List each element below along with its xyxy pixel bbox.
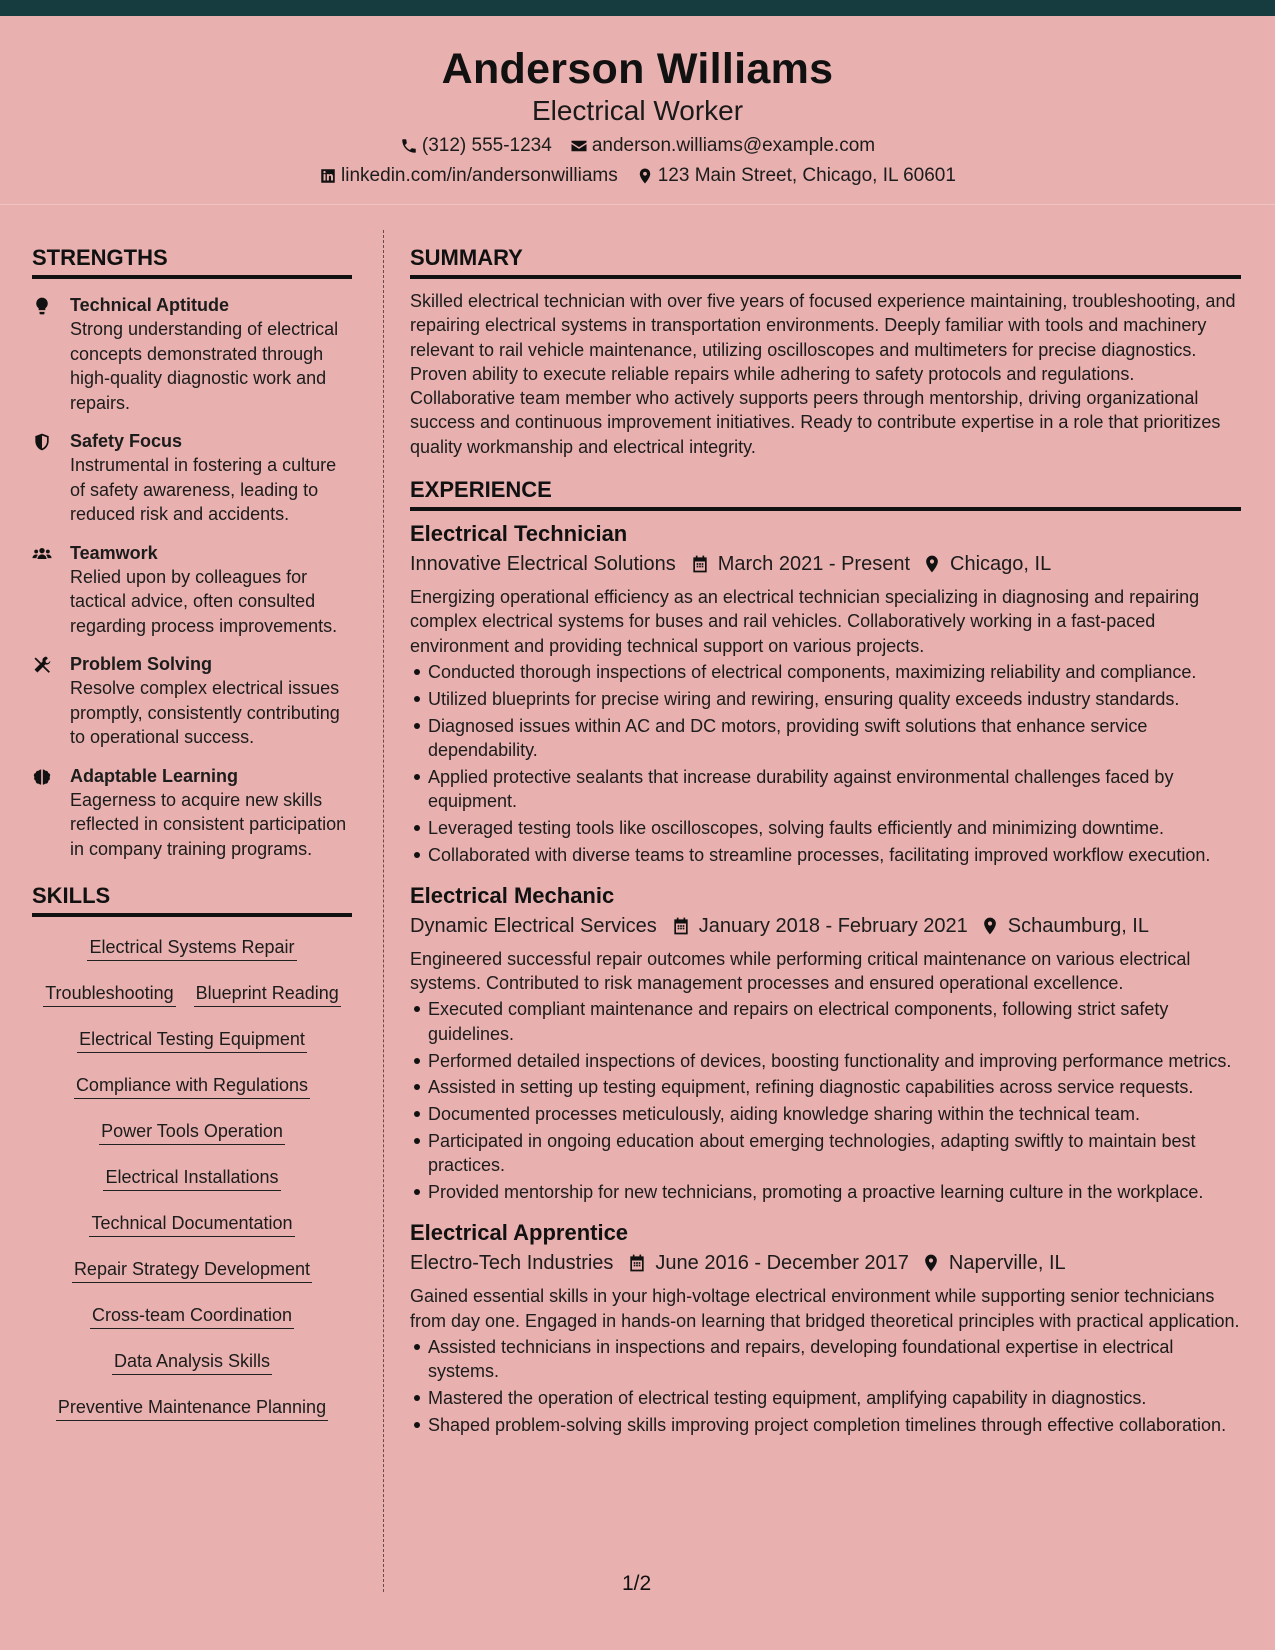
job-role: Electrical Apprentice: [410, 1220, 629, 1246]
job-entry: [410, 881, 1241, 1204]
tools-icon: [32, 655, 52, 675]
strength-desc: Resolve complex electrical issues promptly, consistently contributing to operational success.: [70, 678, 340, 747]
bullet-item: Performed detailed inspections of devices, boosting functionality and improving performance metrics.: [410, 1049, 1241, 1073]
candidate-name: Anderson Williams: [441, 45, 834, 93]
calendar-icon: [627, 1253, 647, 1273]
job-bullets: [410, 997, 1241, 1204]
bullet-item: Shaped problem-solving skills improving project completion timelines through effective collaboration.: [410, 1413, 1241, 1437]
brain-icon: [32, 767, 52, 787]
skill-tag: Data Analysis Skills: [112, 1349, 272, 1375]
linkedin-contact[interactable]: [319, 164, 618, 188]
bullet-item: Diagnosed issues within AC and DC motors, providing swift solutions that enhance service dependability.: [410, 714, 1241, 763]
job-dates: March 2021 - Present: [717, 553, 911, 576]
strength-item: [32, 541, 352, 639]
job-description: Engineered successful repair outcomes while performing critical maintenance on various electrical systems. Contributed to risk management processes and ensured operational excellence.: [410, 948, 1191, 994]
job-description: Gained essential skills in your high-voltage electrical environment while supporting senior technicians from day one. Engaged in hands-on learning that bridged theoretical principles with practical application.: [410, 1286, 1240, 1331]
skill-tag: Electrical Installations: [103, 1165, 280, 1191]
bullet-item: Executed compliant maintenance and repairs on electrical components, following strict safety guidelines.: [410, 997, 1241, 1046]
job-meta: [410, 912, 1241, 940]
strengths-heading: STRENGTHS: [32, 245, 352, 279]
bullet-item: Collaborated with diverse teams to streamline processes, facilitating improved workflow execution.: [410, 843, 1241, 867]
strength-item: [32, 764, 352, 862]
job-location: Chicago, IL: [950, 553, 1052, 576]
bullet-item: Leveraged testing tools like oscilloscopes, solving faults efficiently and minimizing downtime.: [410, 816, 1241, 840]
skill-tag: Electrical Systems Repair: [87, 935, 296, 961]
email-text[interactable]: anderson.williams@example.com: [591, 135, 876, 156]
column-divider: [383, 230, 384, 1592]
job-entry: [410, 1218, 1241, 1437]
experience-section: [410, 477, 1241, 1437]
strength-desc: Eagerness to acquire new skills reflected in consistent participation in company training programs.: [70, 789, 347, 859]
bullet-item: Conducted thorough inspections of electrical components, maximizing reliability and compliance.: [410, 660, 1241, 684]
email-contact[interactable]: [570, 134, 875, 158]
location-pin-icon: [980, 916, 1000, 936]
location-pin-icon: [636, 167, 654, 185]
bullet-item: Assisted in setting up testing equipment, refining diagnostic capabilities across service requests.: [410, 1075, 1241, 1099]
calendar-icon: [690, 554, 710, 574]
right-column: [410, 245, 1241, 1440]
phone-text: (312) 555-1234: [421, 135, 552, 156]
resume-header: [0, 16, 1275, 205]
skill-tag: Repair Strategy Development: [72, 1257, 312, 1283]
left-column: [32, 245, 352, 1437]
candidate-title: Electrical Worker: [531, 95, 744, 126]
skill-tag: Electrical Testing Equipment: [77, 1027, 307, 1053]
bullet-item: Utilized blueprints for precise wiring and rewiring, ensuring quality exceeds industry standards.: [410, 687, 1241, 711]
job-company: Electro-Tech Industries: [410, 1252, 614, 1275]
strength-desc: Strong understanding of electrical concepts demonstrated through high-quality diagnostic work and repairs.: [70, 319, 339, 413]
skill-tag: Compliance with Regulations: [74, 1073, 310, 1099]
page-number: 1/2: [622, 1572, 652, 1595]
location-pin-icon: [922, 554, 942, 574]
job-company: Dynamic Electrical Services: [410, 914, 657, 937]
skills-list: [32, 931, 352, 1437]
strength-item: [32, 652, 352, 750]
job-bullets: [410, 1335, 1241, 1437]
skill-tag: Cross-team Coordination: [90, 1303, 294, 1329]
strength-title: Adaptable Learning: [70, 765, 239, 786]
strength-title: Technical Aptitude: [70, 295, 230, 315]
strength-desc: Instrumental in fostering a culture of safety awareness, leading to reduced risk and accidents.: [70, 455, 337, 524]
bullet-item: Applied protective sealants that increase durability against environmental challenges faced by equipment.: [410, 765, 1241, 814]
strength-desc: Relied upon by colleagues for tactical advice, often consulted regarding process improvements.: [70, 566, 338, 636]
job-dates: January 2018 - February 2021: [698, 914, 968, 937]
lightbulb-icon: [32, 296, 52, 316]
summary-text: Skilled electrical technician with over five years of focused experience maintaining, troubleshooting, and repairing electrical systems in transportation environments. Deeply familiar with tools and machinery relevant to rail vehicle maintenance, utilizing oscilloscopes and multimeters for precise diagnostics. Proven ability to execute reliable repairs while adhering to safety protocols and regulations. Collaborative team member who actively supports peers through mentorship, driving organizational success and continuous improvement initiatives. Ready to contribute expertise in a role that prioritizes quality workmanship and electrical integrity.: [410, 291, 1236, 457]
phone-contact: [400, 134, 552, 158]
job-description: Energizing operational efficiency as an electrical technician specializing in diagnosing and repairing complex electrical systems for buses and rail vehicles. Collaboratively working in a fast-paced environment and providing technical support on various projects.: [410, 587, 1200, 656]
skill-tag: Blueprint Reading: [194, 981, 341, 1007]
phone-icon: [400, 137, 418, 155]
address-text: 123 Main Street, Chicago, IL 60601: [657, 165, 956, 186]
top-bar: [0, 0, 1275, 16]
skills-heading: SKILLS: [32, 883, 352, 917]
address-contact: [636, 164, 956, 188]
shield-icon: [32, 432, 52, 452]
strength-title: Problem Solving: [70, 654, 213, 674]
users-icon: [32, 544, 52, 564]
job-role: Electrical Technician: [410, 521, 628, 547]
summary-heading: SUMMARY: [410, 245, 1241, 279]
bullet-item: Assisted technicians in inspections and repairs, developing foundational expertise in electrical systems.: [410, 1335, 1241, 1384]
job-bullets: [410, 660, 1241, 867]
job-dates: June 2016 - December 2017: [655, 1252, 909, 1275]
contact-row-1: [0, 134, 1275, 158]
envelope-icon: [570, 137, 588, 155]
skill-tag: Power Tools Operation: [99, 1119, 285, 1145]
experience-heading: EXPERIENCE: [410, 477, 1241, 511]
job-location: Schaumburg, IL: [1007, 914, 1149, 937]
bullet-item: Participated in ongoing education about emerging technologies, adapting swiftly to maintain best practices.: [410, 1129, 1241, 1178]
strength-title: Safety Focus: [70, 431, 183, 451]
bullet-item: Provided mentorship for new technicians, promoting a proactive learning culture in the workplace.: [410, 1180, 1241, 1204]
job-meta: [410, 550, 1241, 578]
linkedin-text[interactable]: linkedin.com/in/andersonwilliams: [341, 165, 618, 186]
strength-item: [32, 293, 352, 415]
strength-item: [32, 429, 352, 527]
job-entry: [410, 519, 1241, 867]
bullet-item: Documented processes meticulously, aiding knowledge sharing within the technical team.: [410, 1102, 1241, 1126]
skill-tag: Preventive Maintenance Planning: [56, 1395, 328, 1421]
bullet-item: Mastered the operation of electrical testing equipment, amplifying capability in diagnostics.: [410, 1386, 1241, 1410]
location-pin-icon: [921, 1253, 941, 1273]
strength-title: Teamwork: [70, 542, 158, 563]
skill-tag: Troubleshooting: [43, 981, 175, 1007]
job-meta: [410, 1249, 1241, 1277]
calendar-icon: [671, 916, 691, 936]
job-location: Naperville, IL: [948, 1252, 1066, 1275]
skill-tag: Technical Documentation: [89, 1211, 294, 1237]
job-company: Innovative Electrical Solutions: [410, 553, 676, 576]
job-role: Electrical Mechanic: [410, 882, 615, 908]
linkedin-icon: [319, 167, 337, 185]
contact-row-2: [0, 164, 1275, 188]
